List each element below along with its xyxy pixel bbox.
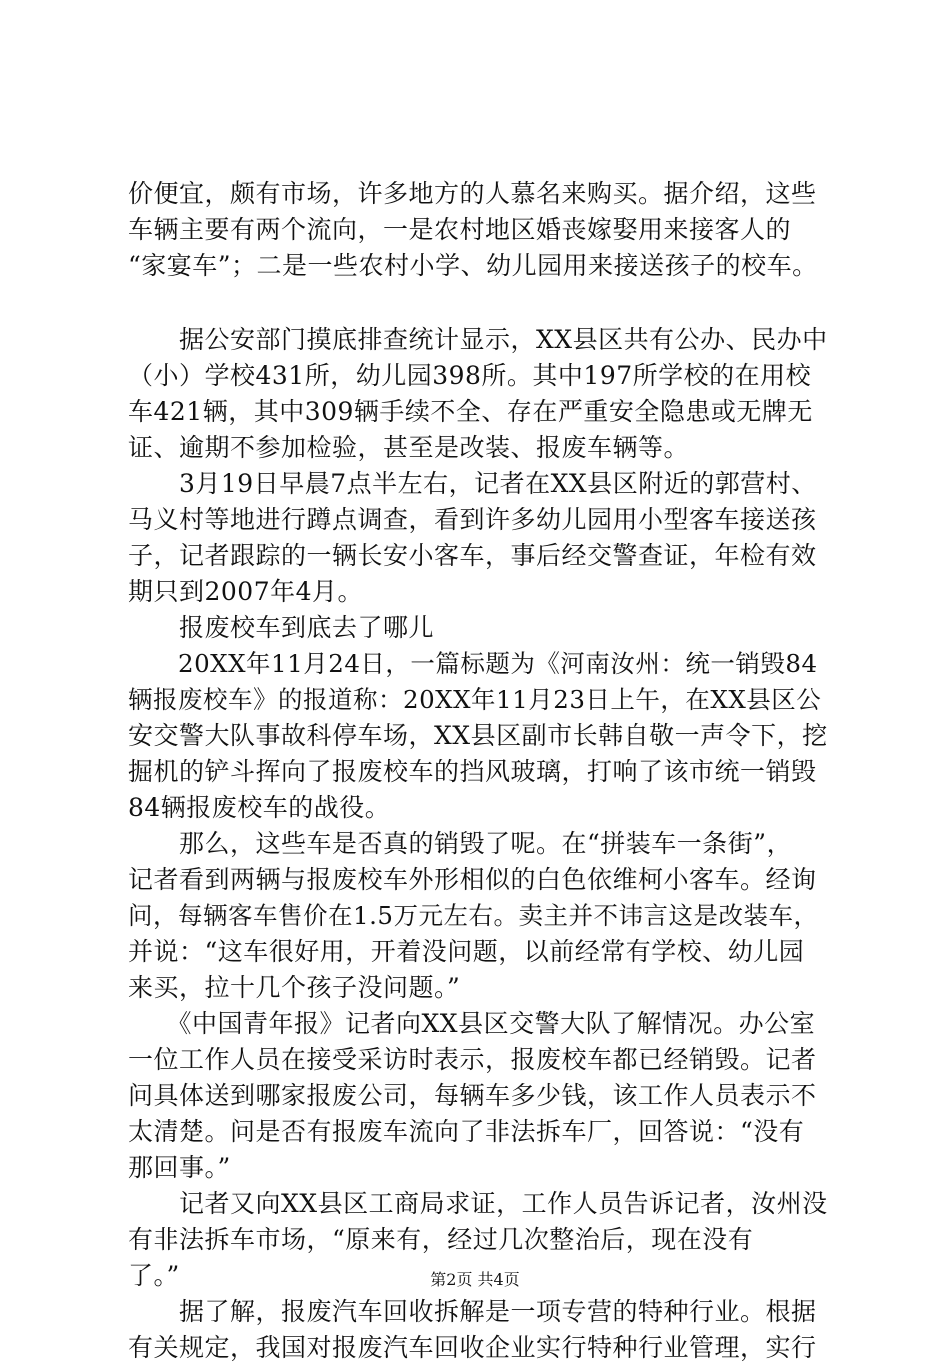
- text-line: 记者看到两辆与报废校车外形相似的白色依维柯小客车。经询: [128, 865, 817, 894]
- paragraph-gap: [128, 284, 828, 322]
- text-line: 问，每辆客车售价在1.5万元左右。卖主并不讳言这是改装车，: [128, 901, 819, 930]
- text-line: 子，记者跟踪的一辆长安小客车，事后经交警查证，年检有效: [128, 541, 817, 570]
- page-footer: 第2页 共4页: [430, 1270, 520, 1289]
- text-line: 了。”: [128, 1261, 180, 1290]
- text-line: 并说：“这车很好用，开着没问题，以前经常有学校、幼儿园: [128, 937, 805, 966]
- text-line: 84辆报废校车的战役。: [128, 793, 391, 822]
- text-line: “家宴车”；二是一些农村小学、幼儿园用来接送孩子的校车。: [128, 251, 818, 280]
- document-body: [128, 176, 828, 1366]
- text-line: 报废校车到底去了哪儿: [128, 613, 435, 642]
- text-line: 期只到2007年4月。: [128, 577, 364, 606]
- text-line: 辆报废校车》的报道称：20XX年11月23日上午，在XX县区公: [128, 685, 822, 714]
- text-line: 有非法拆车市场，“原来有，经过几次整治后，现在没有: [128, 1225, 754, 1254]
- text-line: 来买，拉十几个孩子没问题。”: [128, 973, 461, 1002]
- text-line: 车421辆，其中309辆手续不全、存在严重安全隐患或无牌无: [128, 397, 813, 426]
- text-line: 证、逾期不参加检验，甚至是改装、报废车辆等。: [128, 433, 690, 462]
- text-line: 20XX年11月24日，一篇标题为《河南汝州：统一销毁84: [128, 649, 818, 678]
- text-line: 价便宜，颇有市场，许多地方的人慕名来购买。据介绍，这些: [128, 179, 817, 208]
- text-line: 掘机的铲斗挥向了报废校车的挡风玻璃，打响了该市统一销毁: [128, 757, 817, 786]
- text-line: 那回事。”: [128, 1153, 231, 1182]
- text-line: 问具体送到哪家报废公司，每辆车多少钱，该工作人员表示不: [128, 1081, 817, 1110]
- text-line: 据公安部门摸底排查统计显示，XX县区共有公办、民办中: [128, 325, 828, 354]
- text-line: 3月19日早晨7点半左右，记者在XX县区附近的郭营村、: [128, 469, 817, 498]
- text-line: 马义村等地进行蹲点调查，看到许多幼儿园用小型客车接送孩: [128, 505, 817, 534]
- text-line: 记者又向XX县区工商局求证，工作人员告诉记者，汝州没: [128, 1189, 828, 1218]
- text-line: 有关规定，我国对报废汽车回收企业实行特种行业管理，实行: [128, 1333, 817, 1362]
- text-line: （小）学校431所，幼儿园398所。其中197所学校的在用校: [128, 361, 812, 390]
- text-line: 《中国青年报》记者向XX县区交警大队了解情况。办公室: [128, 1009, 816, 1038]
- text-line: 车辆主要有两个流向，一是农村地区婚丧嫁娶用来接客人的: [128, 215, 792, 244]
- text-line: 太清楚。问是否有报废车流向了非法拆车厂，回答说：“没有: [128, 1117, 805, 1146]
- text-line: 那么，这些车是否真的销毁了呢。在“拼装车一条街”，: [128, 829, 793, 858]
- text-line: 一位工作人员在接受采访时表示，报废校车都已经销毁。记者: [128, 1045, 817, 1074]
- text-line: 安交警大队事故科停车场，XX县区副市长韩自敬一声令下，挖: [128, 721, 828, 750]
- text-line: 据了解，报废汽车回收拆解是一项专营的特种行业。根据: [128, 1297, 817, 1326]
